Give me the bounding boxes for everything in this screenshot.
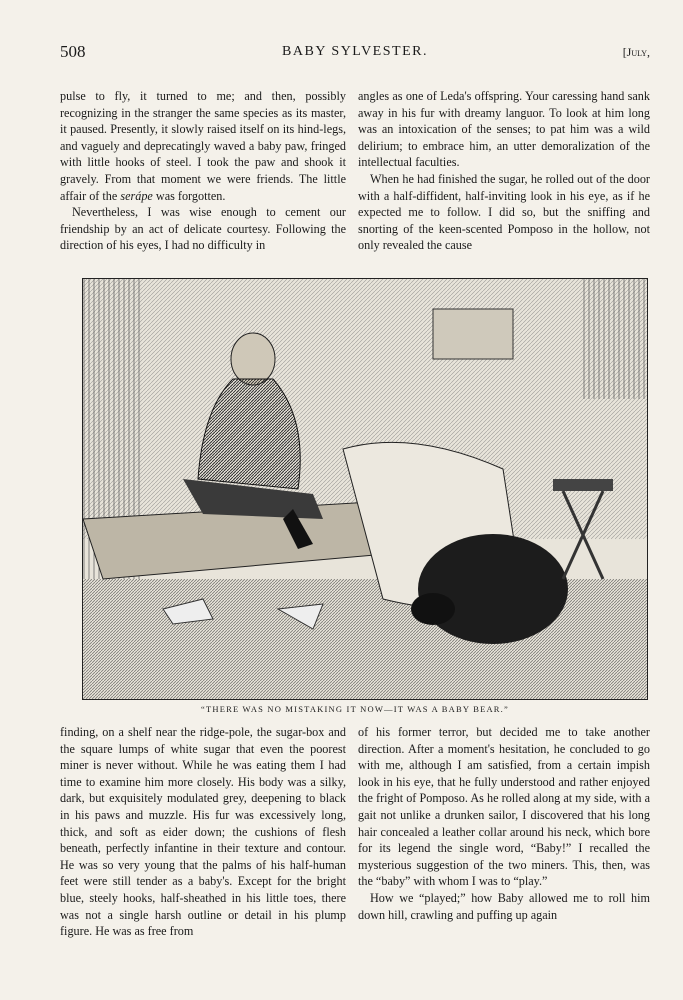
column-bottom-right: [358, 724, 650, 923]
page-header: [60, 42, 650, 66]
page-number: 508: [60, 42, 86, 61]
figure-caption: “THERE WAS NO MISTAKING IT NOW—IT WAS A BABY BEAR.”: [201, 704, 509, 714]
paragraph: finding, on a shelf near the ridge-pole, the sugar-box and the square lumps of white sugar that even the poorest miner is never without. While he was eating them I had time to examine him more closely. His body was a silky, dark, but exquisitely modulated grey, deepening to black in his paws and muzzle. His fur was excessively long, thick, and soft as eider down; the cushions of flesh beneath, perfectly infantine in their texture and contour. He was so very young that the palms of his half-human feet were still tender as a baby's. Except for the bright blue, steely hooks, half-sheathed in his little toes, there was not a single harsh outline or detail in his plump figure. He was as free from: [60, 725, 346, 939]
column-top-left: [60, 88, 346, 254]
running-title: BABY SYLVESTER.: [282, 44, 428, 59]
paragraph: pulse to fly, it turned to me; and then, possibly recognizing in the stranger the same species as its master, it paused. Presently, it slowly raised itself on its hind-legs, and vaguely and deprecatingly waved a baby paw, fringed with little hooks of steel. I took the paw and shook it gravely. From that moment we were friends. The little affair of the serápe was forgotten.: [60, 89, 346, 203]
paragraph: How we “played;” how Baby allowed me to roll him down hill, crawling and puffing up again: [358, 890, 650, 922]
paragraph: of his former terror, but decided me to take another direction. After a moment's hesitation, he concluded to go with me, although I am satisfied, from a certain impish look in his eye, that he fully understood and rather enjoyed the fright of Pomposo. As he rolled along at my side, with a gait not unlike a drunken sailor, I discovered that his long hair concealed a leather collar around his neck, which bore for its legend the single word, “Baby!” I recalled the mysterious suggestion of the two miners. This, then, was the “baby” with whom I was to “play.”: [358, 725, 650, 889]
paragraph: angles as one of Leda's offspring. Your caressing hand sank away in his fur with dreamy languor. To look at him long was an intoxication of the senses; to pat him was a wild delirium; to embrace him, an utter demoralization of the intellectual faculties.: [358, 89, 650, 170]
paragraph: Nevertheless, I was wise enough to cement our friendship by an act of delicate courtesy. Following the direction of his eyes, I had no difficulty in: [60, 205, 346, 253]
engraving-illustration: [82, 278, 648, 700]
paragraph: When he had finished the sugar, he rolled out of the door with a half-diffident, half-inviting look in his eye, as if he expected me to follow. I did so, but the sniffing and snorting of the keen-scented Pomposo in the hollow, not only revealed the cause: [358, 171, 650, 253]
column-top-right: [358, 88, 650, 254]
issue-label: [July,: [622, 45, 650, 59]
column-bottom-left: [60, 724, 346, 940]
